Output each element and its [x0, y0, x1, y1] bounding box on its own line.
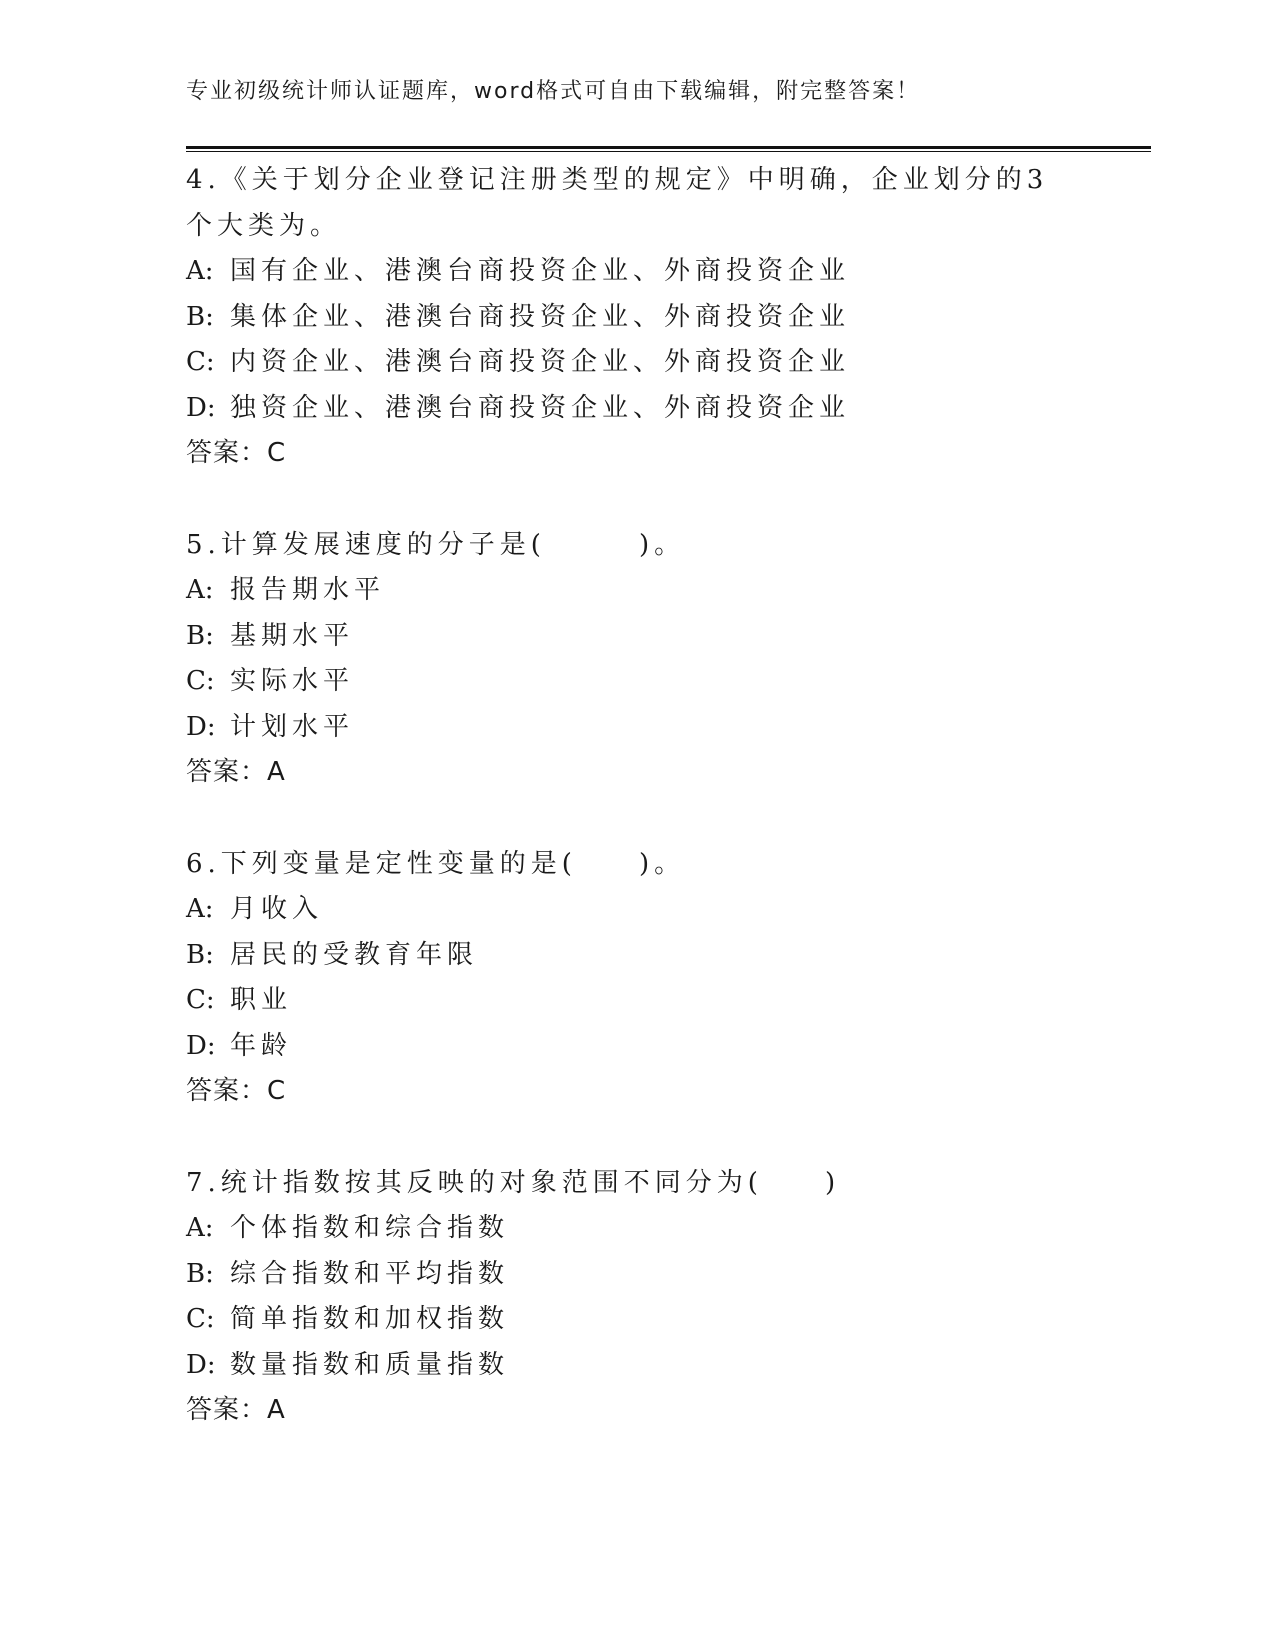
option-b	[186, 933, 1086, 979]
option-b	[186, 1252, 1086, 1298]
option-d	[186, 1343, 1086, 1389]
page-header: 专业初级统计师认证题库，word格式可自由下载编辑，附完整答案！	[186, 79, 921, 104]
option-letter: D:	[186, 1030, 216, 1061]
option-c	[186, 659, 1086, 705]
option-text: 报告期水平	[230, 575, 386, 605]
option-b	[186, 614, 1086, 660]
option-letter: D:	[186, 1349, 216, 1380]
option-c	[186, 340, 1086, 386]
answer: 答案：C	[186, 438, 287, 468]
header-rule-thick	[186, 146, 1151, 149]
option-d	[186, 705, 1086, 751]
option-a	[186, 568, 1086, 614]
option-text: 简单指数和加权指数	[230, 1304, 510, 1334]
option-letter: A:	[186, 575, 214, 605]
option-c	[186, 978, 1086, 1024]
option-text: 数量指数和质量指数	[230, 1349, 510, 1380]
option-text: 居民的受教育年限	[230, 939, 479, 970]
option-text: 基期水平	[230, 620, 355, 651]
option-letter: A:	[186, 1213, 214, 1243]
header-rule-thin	[186, 151, 1151, 152]
option-b	[186, 295, 1086, 341]
option-a	[186, 887, 1086, 933]
option-letter: D:	[186, 711, 216, 742]
answer: 答案：C	[186, 1076, 287, 1106]
option-letter: B:	[186, 939, 214, 970]
answer: 答案：A	[186, 1395, 286, 1425]
question-4	[186, 158, 1086, 477]
option-letter: C:	[186, 347, 215, 377]
option-text: 个体指数和综合指数	[230, 1213, 510, 1243]
question-stem: 7.统计指数按其反映的对象范围不同分为( )	[186, 1167, 841, 1198]
option-letter: C:	[186, 1304, 215, 1334]
option-letter: C:	[186, 985, 215, 1015]
option-text: 实际水平	[230, 666, 355, 696]
question-stem: 5.计算发展速度的分子是( )。	[186, 529, 686, 560]
option-text: 内资企业、港澳台商投资企业、外商投资企业	[230, 347, 851, 377]
option-text: 国有企业、港澳台商投资企业、外商投资企业	[230, 256, 851, 286]
option-letter: C:	[186, 666, 215, 696]
question-stem: 6.下列变量是定性变量的是( )。	[186, 848, 686, 879]
option-text: 集体企业、港澳台商投资企业、外商投资企业	[230, 301, 851, 332]
question-list	[186, 158, 1086, 1480]
option-letter: B:	[186, 1258, 214, 1289]
question-7	[186, 1161, 1086, 1434]
option-a	[186, 1206, 1086, 1252]
option-text: 独资企业、港澳台商投资企业、外商投资企业	[230, 392, 851, 423]
option-letter: A:	[186, 256, 214, 286]
option-text: 年龄	[230, 1030, 293, 1061]
question-6	[186, 842, 1086, 1115]
question-5	[186, 523, 1086, 796]
question-stem: 4.《关于划分企业登记注册类型的规定》中明确，企业划分的3个大类为。	[186, 165, 1049, 241]
answer: 答案：A	[186, 757, 286, 787]
option-text: 月收入	[230, 894, 324, 924]
option-d	[186, 386, 1086, 432]
option-d	[186, 1024, 1086, 1070]
option-letter: B:	[186, 620, 214, 651]
option-a	[186, 249, 1086, 295]
option-letter: B:	[186, 301, 214, 332]
option-text: 职业	[230, 985, 293, 1015]
option-text: 计划水平	[230, 711, 355, 742]
option-c	[186, 1297, 1086, 1343]
option-text: 综合指数和平均指数	[230, 1258, 510, 1289]
option-letter: D:	[186, 392, 216, 423]
option-letter: A:	[186, 894, 214, 924]
